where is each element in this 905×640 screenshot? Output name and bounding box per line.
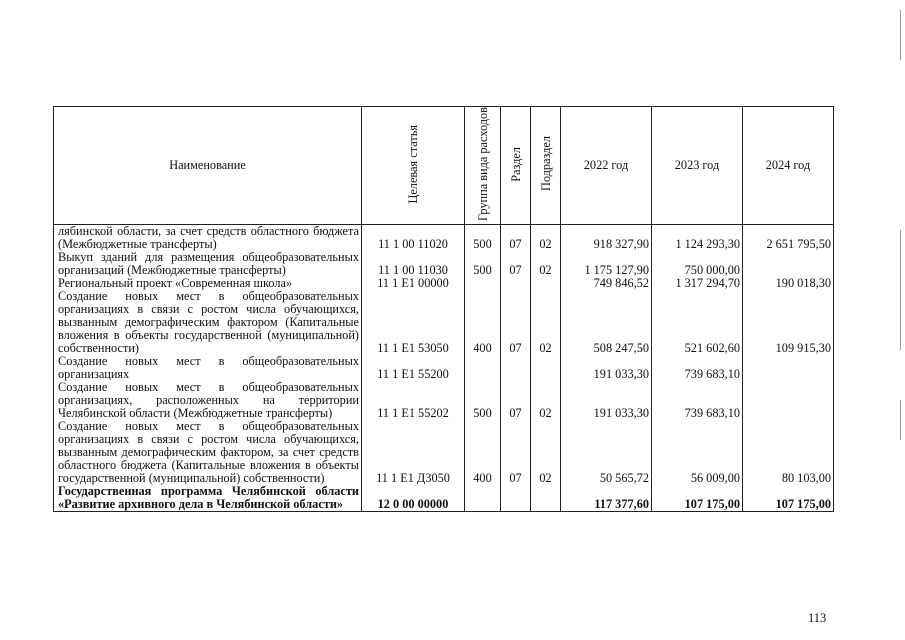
row-group: [465, 277, 501, 290]
row-section: 07: [501, 290, 531, 355]
header-name: Наименование: [54, 107, 362, 225]
row-group: 500: [465, 224, 501, 251]
row-subsection: 02: [531, 251, 561, 277]
row-2022: 749 846,52: [561, 277, 652, 290]
row-section: 07: [501, 420, 531, 485]
table-row: [54, 420, 834, 485]
row-2024: 107 175,00: [743, 485, 834, 512]
header-2022: 2022 год: [561, 107, 652, 225]
scan-edge-mark: [900, 230, 901, 350]
row-section: 07: [501, 224, 531, 251]
row-name: Выкуп зданий для размещения общеобразовательных организаций (Межбюджетные трансферты): [54, 251, 362, 277]
scan-edge-mark: [900, 400, 901, 440]
row-article: 11 1 E1 55200: [362, 355, 465, 381]
row-name: Государственная программа Челябинской области «Развитие архивного дела в Челябинской области»: [54, 485, 362, 512]
header-expense-group: Группа вида расходов: [465, 107, 501, 225]
row-2022: 918 327,90: [561, 224, 652, 251]
header-section: Раздел: [501, 107, 531, 225]
table-row: [54, 251, 834, 277]
row-group: 400: [465, 420, 501, 485]
table-row: [54, 381, 834, 420]
row-2023: 521 602,60: [652, 290, 743, 355]
row-name: Создание новых мест в общеобразовательных организациях в связи с ростом числа обучающихся, вызванным демографическим фактором (Капитальные вложения в объекты государственной (муниципальной) собственности): [54, 290, 362, 355]
row-subsection: 02: [531, 381, 561, 420]
row-group: [465, 355, 501, 381]
table-row: [54, 290, 834, 355]
row-2024: 190 018,30: [743, 277, 834, 290]
row-2024: 2 651 795,50: [743, 224, 834, 251]
row-subsection: [531, 355, 561, 381]
row-2023: 739 683,10: [652, 381, 743, 420]
row-section: 07: [501, 381, 531, 420]
row-2024: 80 103,00: [743, 420, 834, 485]
row-name: лябинской области, за счет средств областного бюджета (Межбюджетные трансферты): [54, 224, 362, 251]
row-2022: 50 565,72: [561, 420, 652, 485]
row-group: 500: [465, 381, 501, 420]
row-subsection: [531, 277, 561, 290]
row-2024: 109 915,30: [743, 290, 834, 355]
row-article: 11 1 00 11020: [362, 224, 465, 251]
header-2024: 2024 год: [743, 107, 834, 225]
table-header-row: [54, 107, 834, 225]
row-article: 11 1 E1 Д3050: [362, 420, 465, 485]
table-row: [54, 224, 834, 251]
header-2023: 2023 год: [652, 107, 743, 225]
row-article: 11 1 E1 55202: [362, 381, 465, 420]
row-2022: 1 175 127,90: [561, 251, 652, 277]
row-subsection: [531, 485, 561, 512]
row-2022: 191 033,30: [561, 381, 652, 420]
row-2023: 107 175,00: [652, 485, 743, 512]
row-section: [501, 277, 531, 290]
row-subsection: 02: [531, 420, 561, 485]
row-article: 11 1 E1 00000: [362, 277, 465, 290]
table-row: [54, 485, 834, 512]
row-group: 400: [465, 290, 501, 355]
row-section: 07: [501, 251, 531, 277]
table-row: [54, 355, 834, 381]
row-2024: [743, 355, 834, 381]
row-2023: 750 000,00: [652, 251, 743, 277]
budget-table: [53, 106, 834, 512]
row-subsection: 02: [531, 290, 561, 355]
row-name: Создание новых мест в общеобразовательных организациях, расположенных на территории Челябинской области (Межбюджетные трансферты): [54, 381, 362, 420]
row-subsection: 02: [531, 224, 561, 251]
row-group: 500: [465, 251, 501, 277]
row-2023: 56 009,00: [652, 420, 743, 485]
row-name: Региональный проект «Современная школа»: [54, 277, 362, 290]
row-2023: 1 124 293,30: [652, 224, 743, 251]
header-subsection: Подраздел: [531, 107, 561, 225]
scan-edge-mark: [900, 10, 901, 60]
row-name: Создание новых мест в общеобразовательных организациях: [54, 355, 362, 381]
row-article: 12 0 00 00000: [362, 485, 465, 512]
header-article: Целевая статья: [362, 107, 465, 225]
row-section: [501, 485, 531, 512]
row-2022: 117 377,60: [561, 485, 652, 512]
table-row: [54, 277, 834, 290]
page-number: 113: [808, 611, 827, 625]
row-article: 11 1 E1 53050: [362, 290, 465, 355]
row-2023: 1 317 294,70: [652, 277, 743, 290]
row-group: [465, 485, 501, 512]
row-2022: 508 247,50: [561, 290, 652, 355]
row-2023: 739 683,10: [652, 355, 743, 381]
row-2022: 191 033,30: [561, 355, 652, 381]
row-2024: [743, 251, 834, 277]
row-section: [501, 355, 531, 381]
row-2024: [743, 381, 834, 420]
row-name: Создание новых мест в общеобразовательных организациях в связи с ростом числа обучающихся, вызванным демографическим фактором, за счет средств областного бюджета (Капитальные вложения в объекты государственной (муниципальной) собственности): [54, 420, 362, 485]
row-article: 11 1 00 11030: [362, 251, 465, 277]
